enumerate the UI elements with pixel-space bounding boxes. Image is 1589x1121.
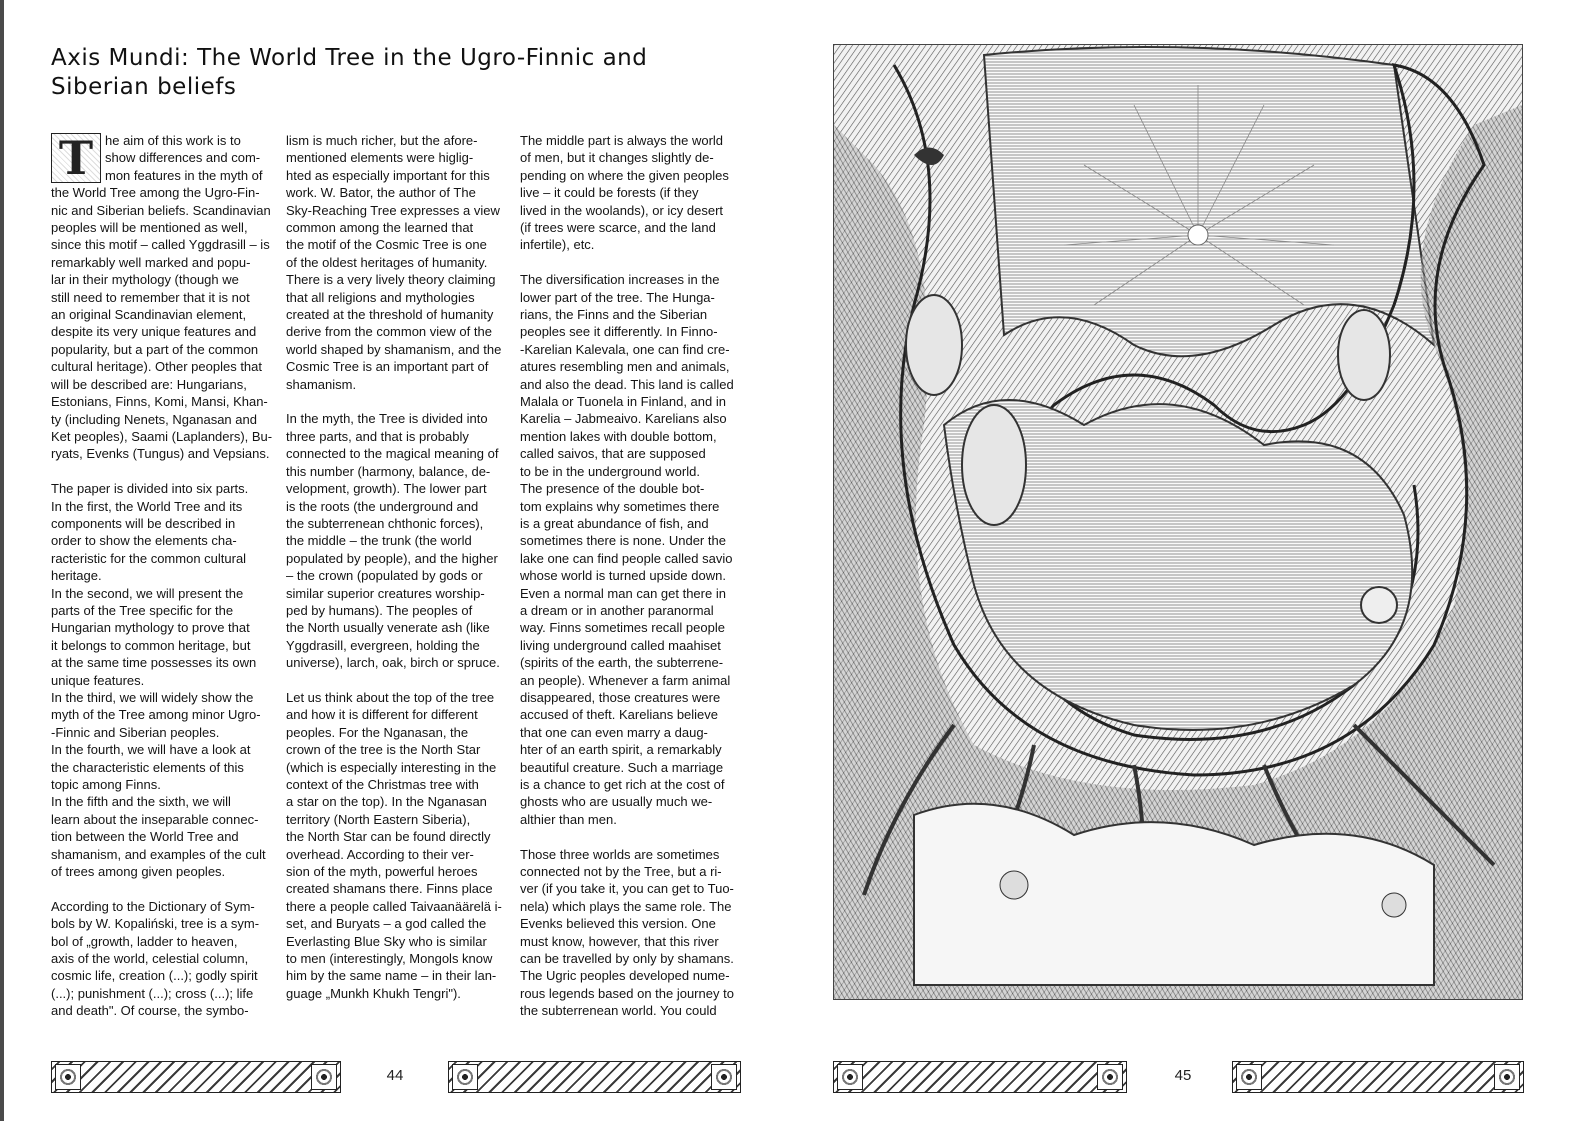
paragraph: Those three worlds are sometimes connected not by the Tree, but a ri- ver (if you take it, you can get to Tuo- nela) which plays the same role. The Evenks believed this version. One must know, however, that this river can be travelled by only by shamans. The Ugric peoples developed nume- rous legends based on the journey to the subterrenean world. You could (520, 846, 734, 1019)
paragraph: Let us think about the top of the tree and how it is different for different peoples. For the Nganasan, the crown of the tree is the North Star (which is especially interesting in the context of the Christmas tree with a star on the top). In the Nganasan territory (North Eastern Siberia), the North Star can be found directly overhead. According to their ver- sion of the myth, powerful heroes created shamans there. Finns place there a people called Taivaanäärelä i- set, and Buryats – a god called the Everlasting Blue Sky who is similar to men (interestingly, Mongols know him by the same name – in their lan- guage „Munkh Khukh Tengri"). (286, 689, 502, 1001)
paragraph: In the myth, the Tree is divided into three parts, and that is probably connected to the magical meaning of this number (harmony, balance, de- velopment, growth). The lower part is the roots (the underground and the subterrenean chthonic forces), the middle – the trunk (the world populated by people), and the higher – the crown (populated by gods or similar superior creatures worship- ped by humans). The peoples of the North usually venerate ash (like Yggdrasill, evergreen, holding the universe), larch, oak, birch or spruce. (286, 411, 500, 671)
footer-ornament-left-1 (51, 1061, 341, 1093)
text-column-1 (51, 132, 273, 1022)
paragraph-text: he aim of this work is to show differences and com- mon features in the myth of the World Tree among the Ugro-Fin- nic and Siberian beliefs. Scandinavian peoples will be mentioned as well, since this motif – called Yggdrasill – is remarkably well marked and popu- lar in their mythology (though we still need to remember that it is not an original Scandinavian element, despite its very unique features and popularity, but a part of the common cultural heritage). Other peoples that will be described are: Hungarians, Estonians, Finns, Komi, Mansi, Khan- ty (including Nenets, Nganasan and Ket peoples), Saami (Laplanders), Bu- ryats, Evenks (Tungus) and Vepsians. (51, 133, 273, 462)
page-edge (0, 0, 4, 1121)
intro-paragraph (51, 132, 273, 463)
paragraph: The paper is divided into six parts. In the first, the World Tree and its components will be described in order to show the elements cha- racteristic for the common cultural heritage. (51, 481, 249, 584)
footer-ornament-left-2 (448, 1061, 741, 1093)
paragraph: In the fifth and the sixth, we will learn about the inseparable connec- tion between the World Tree and shamanism, and examples of the cult of trees among given peoples. (51, 794, 266, 880)
paragraph: In the third, we will widely show the myth of the Tree among minor Ugro- -Finnic and Siberian peoples. (51, 689, 261, 740)
page-number-right: 45 (1174, 1067, 1192, 1084)
paragraph: The middle part is always the world of men, but it changes slightly de- pending on where the given peoples live – it could be forests (if they lived in the woolands), or icy desert (if trees were scarce, and the land infertile), etc. (520, 133, 729, 253)
paragraph: The diversification increases in the lower part of the tree. The Hunga- rians, the Finns and the Siberian peoples see it differently. In Finno- -Karelian Kalevala, one can find cre- atures resembling men and animals, and also the dead. This land is called Malala or Tuonela in Finland, and in Karelia – Jabmeaivo. Karelians also mention lakes with double bottom, called saivos, that are supposed to be in the underground world. The presence of the double bot- tom explains why sometimes there is a great abundance of fish, and sometimes there is none. Under the lake one can find people called savio whose world is turned upside down. Even a normal man can get there in a dream or in another paranormal way. Finns sometimes recall people living underground called maahiset (spirits of the earth, the subterrene- an people). Whenever a farm animal disappeared, those creatures were accused of theft. Karelians believe that one can even marry a daug- hter of an earth spirit, a remarkably beautiful creature. Such a marriage is a chance to get rich at the cost of ghosts who are usually much we- althier than men. (520, 272, 734, 827)
dropcap: T (51, 133, 101, 183)
text-column-3 (520, 132, 742, 1022)
text-column-2 (286, 132, 508, 1022)
paragraph: According to the Dictionary of Sym- bols by W. Kopaliński, tree is a sym- bol of „growth, ladder to heaven, axis of the world, celestial column, cosmic life, creation (...); godly spirit (...); punishment (...); cross (...); life and death". Of course, the symbo- (51, 898, 260, 1019)
footer-ornament-right-1 (833, 1061, 1127, 1093)
world-tree-illustration (833, 44, 1523, 1000)
paragraph: lism is much richer, but the afore- mentioned elements were higlig- hted as especially important for this work. W. Bator, the author of The Sky-Reaching Tree expresses a view common among the learned that the motif of the Cosmic Tree is one of the oldest heritages of humanity. There is a very lively theory claiming that all religions and mythologies created at the threshold of humanity derive from the common view of the world shaped by shamanism, and the Cosmic Tree is an important part of shamanism. (286, 133, 502, 392)
illustration-drawing (834, 45, 1522, 999)
footer-ornament-right-2 (1232, 1061, 1524, 1093)
paragraph: In the second, we will present the parts of the Tree specific for the Hungarian mythology to prove that it belongs to common heritage, but at the same time possesses its own unique features. (51, 585, 257, 688)
article-title: Axis Mundi: The World Tree in the Ugro-Finnic and Siberian beliefs (51, 45, 648, 100)
page-number-left: 44 (386, 1067, 404, 1084)
paragraph: In the fourth, we will have a look at the characteristic elements of this topic among Finns. (51, 742, 251, 793)
